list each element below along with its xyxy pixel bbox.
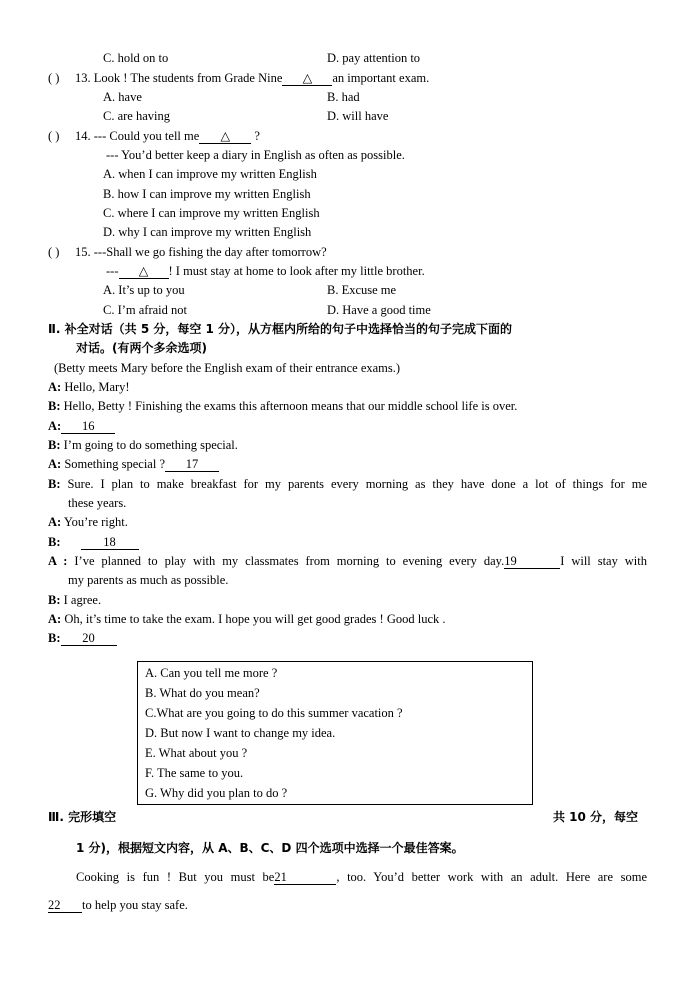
cloze-text: to help you stay safe. (82, 898, 188, 912)
dialog-text-post: I will stay with (560, 554, 648, 568)
blank-16: 16 (61, 420, 115, 434)
q14-option-c: C. where I can improve my written English (103, 206, 320, 220)
dialog-line-12 (48, 631, 117, 646)
dialog-line-6-cont: these years. (68, 496, 127, 510)
q15-option-d: D. Have a good time (327, 303, 431, 317)
section2-heading-cont: 对话。(有两个多余选项) (76, 341, 207, 355)
option-a: A. Can you tell me more ? (145, 666, 278, 680)
q13-stem-text: 13. Look ! The students from Grade Nine (75, 71, 283, 85)
q13-option-b: B. had (327, 90, 360, 104)
q14-option-a: A. when I can improve my written English (103, 167, 317, 181)
speaker: B: (48, 631, 61, 645)
dialog-line-3 (48, 419, 115, 434)
dialog-text: Oh, it’s time to take the exam. I hope you will get good grades ! Good luck . (61, 612, 446, 626)
speaker: A: (48, 380, 62, 394)
option-e: E. What about you ? (145, 746, 248, 760)
q15-reply (106, 264, 425, 279)
dialog-line-9 (48, 554, 647, 569)
q15-blank: △ (119, 265, 169, 279)
q14-stem-text: 14. --- Could you tell me (75, 129, 200, 143)
q13-option-a: A. have (103, 90, 142, 104)
q14-blank: △ (199, 130, 251, 144)
dialog-line-9-cont: my parents as much as possible. (68, 573, 229, 587)
section2-heading: Ⅱ. 补全对话（共 5 分，每空 1 分），从方框内所给的句子中选择恰当的句子完成下面的 (48, 322, 513, 336)
q14-stem-post: ? (251, 129, 260, 143)
q13-answer-paren: ( ) (48, 71, 60, 85)
q14-answer-paren: ( ) (48, 129, 60, 143)
dialog-intro: (Betty meets Mary before the English exam of their entrance exams.) (54, 361, 401, 375)
speaker: B: (48, 399, 61, 413)
q14-option-d: D. why I can improve my written English (103, 225, 312, 239)
q13-blank: △ (282, 72, 332, 86)
dialog-line-1 (48, 380, 130, 394)
dialog-line-4 (48, 438, 238, 452)
blank-18: 18 (81, 536, 139, 550)
section3-heading: Ⅲ. 完形填空 (48, 810, 117, 824)
dialog-text: I agree. (60, 593, 102, 607)
q15-stem: 15. ---Shall we go fishing the day after tomorrow? (75, 245, 327, 259)
section3-instructions: 1 分)，根据短文内容，从 A、B、C、D 四个选项中选择一个最佳答案。 (76, 841, 464, 855)
option-b: B. What do you mean? (145, 686, 260, 700)
option-c: C.What are you going to do this summer vacation ? (145, 706, 403, 720)
blank-17: 17 (165, 458, 219, 472)
q12-option-c: C. hold on to (103, 51, 169, 65)
q13-stem-post: an important exam. (332, 71, 430, 85)
option-f: F. The same to you. (145, 766, 244, 780)
speaker: B: (48, 535, 61, 549)
blank-20: 20 (61, 632, 117, 646)
q15-option-b: B. Excuse me (327, 283, 397, 297)
blank-22: 22 (48, 899, 82, 913)
dialog-text: Hello, Mary! (61, 380, 130, 394)
q15-option-c: C. I’m afraid not (103, 303, 188, 317)
speaker: B: (48, 477, 61, 491)
option-g: G. Why did you plan to do ? (145, 786, 288, 800)
cloze-paragraph-line2 (48, 898, 188, 913)
dialog-text: Hello, Betty ! Finishing the exams this afternoon means that our middle school life is over. (60, 399, 518, 413)
q13-option-d: D. will have (327, 109, 389, 123)
dialog-line-2 (48, 399, 517, 413)
q15-reply-text: ! I must stay at home to look after my little brother. (168, 264, 425, 278)
dialog-text: I’m going to do something special. (60, 438, 238, 452)
dialog-line-11 (48, 612, 446, 626)
dialog-line-7 (48, 515, 128, 529)
dialog-line-5 (48, 457, 219, 472)
q14-stem (75, 129, 260, 144)
section3-heading-right: 共 10 分，每空 (553, 810, 639, 824)
q14-option-b: B. how I can improve my written English (103, 187, 311, 201)
blank-21: 21 (274, 871, 336, 885)
q14-reply: --- You’d better keep a diary in English as often as possible. (106, 148, 405, 162)
speaker: A: (48, 612, 62, 626)
dialog-line-6 (48, 477, 647, 491)
speaker: B: (48, 593, 61, 607)
speaker: A: (48, 457, 62, 471)
dialog-line-10 (48, 593, 101, 607)
speaker: B: (48, 438, 61, 452)
blank-19: 19 (504, 555, 560, 569)
q13-stem (75, 71, 429, 86)
dialog-line-8 (48, 535, 139, 550)
dialog-text: Something special ? (61, 457, 165, 471)
q15-option-a: A. It’s up to you (103, 283, 185, 297)
speaker: A: (48, 515, 62, 529)
dialog-text: You’re right. (61, 515, 128, 529)
speaker: A: (48, 419, 62, 433)
dialog-text: Sure. I plan to make breakfast for my parents every morning as they have done a lot of things for me (60, 477, 647, 491)
q13-option-c: C. are having (103, 109, 170, 123)
cloze-text-post: , too. You’d better work with an adult. Here are some (336, 870, 647, 884)
cloze-paragraph-line1 (76, 870, 647, 885)
cloze-text: Cooking is fun ! But you must be (76, 870, 275, 884)
dialog-text: I’ve planned to play with my classmates from morning to evening every day. (67, 554, 505, 568)
speaker: A : (48, 554, 68, 568)
option-d: D. But now I want to change my idea. (145, 726, 336, 740)
options-box (137, 661, 533, 805)
q12-option-d: D. pay attention to (327, 51, 421, 65)
q15-answer-paren: ( ) (48, 245, 60, 259)
q15-reply-dashes: --- (106, 264, 119, 278)
